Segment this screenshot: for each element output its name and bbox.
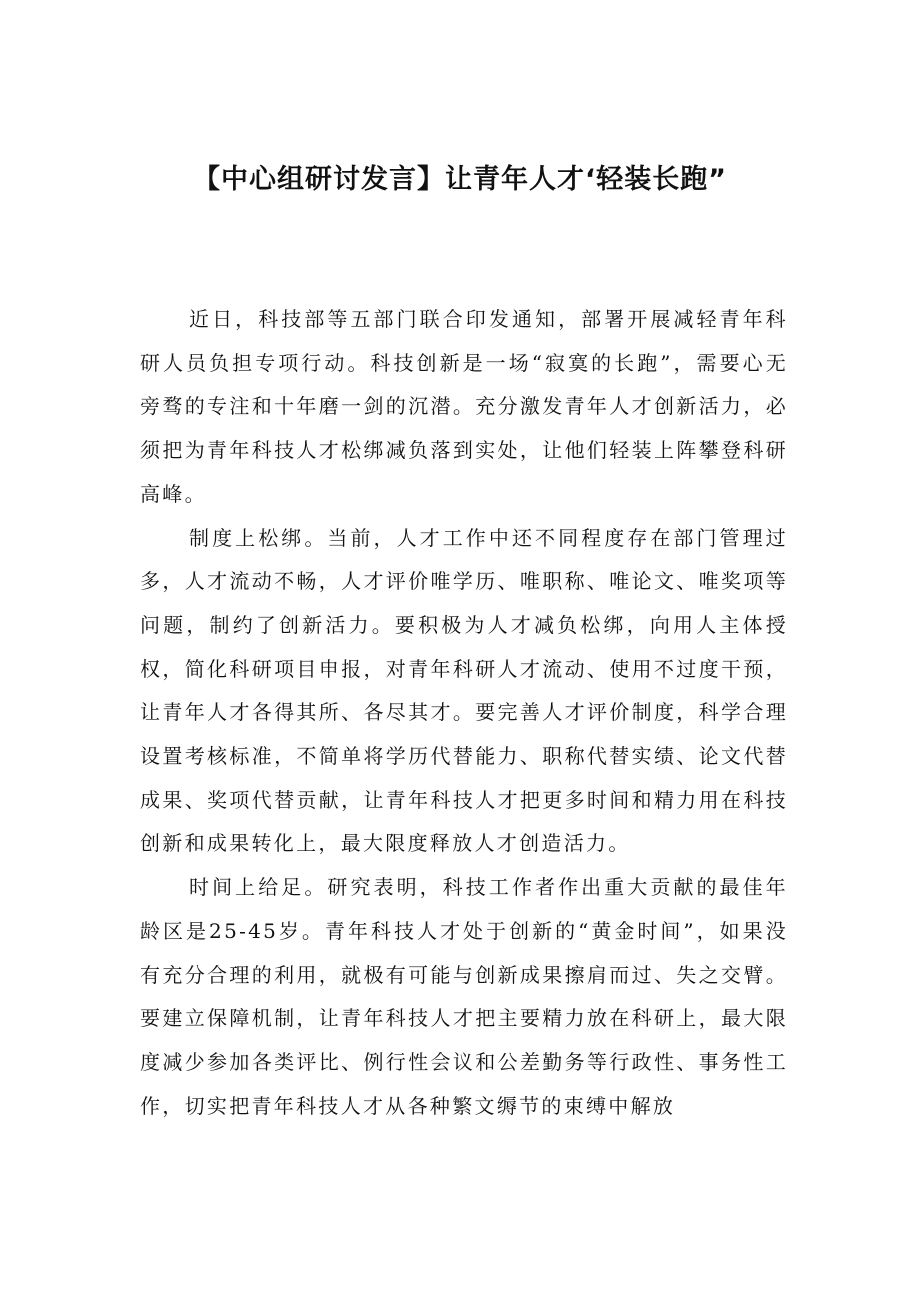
paragraph-intro: 近日，科技部等五部门联合印发通知，部署开展减轻青年科研人员负担专项行动。科技创新是一场“寂寞的长跑”，需要心无旁骛的专注和十年磨一剑的沉潜。充分激发青年人才创新活力，必须把为青年科技人才松绑减负落到实处，让他们轻装上阵攀登科研高峰。 — [140, 307, 788, 506]
paragraph-institutional-relief: 制度上松绑。当前，人才工作中还不同程度存在部门管理过多，人才流动不畅，人才评价唯学历、唯职称、唯论文、唯奖项等问题，制约了创新活力。要积极为人才减负松绑，向用人主体授权，简化科研项目申报，对青年科研人才流动、使用不过度干预，让青年人才各得其所、各尽其才。要完善人才评价制度，科学合理设置考核标准，不简单将学历代替能力、职称代替实绩、论文代替成果、奖项代替贡献，让青年科技人才把更多时间和精力用在科技创新和成果转化上，最大限度释放人才创造活力。 — [140, 525, 788, 856]
document-body — [140, 298, 788, 1128]
paragraph-time-allowance: 时间上给足。研究表明，科技工作者作出重大贡献的最佳年龄区是25-45岁。青年科技人才处于创新的“黄金时间”，如果没有充分合理的利用，就极有可能与创新成果擦肩而过、失之交臂。要建立保障机制，让青年科技人才把主要精力放在科研上，最大限度减少参加各类评比、例行性会议和公差勤务等行政性、事务性工作，切实把青年科技人才从各种繁文缛节的束缚中解放 — [140, 875, 788, 1118]
document-title: 【中心组研讨发言】让青年人才‘轻装长跑” — [192, 164, 727, 196]
